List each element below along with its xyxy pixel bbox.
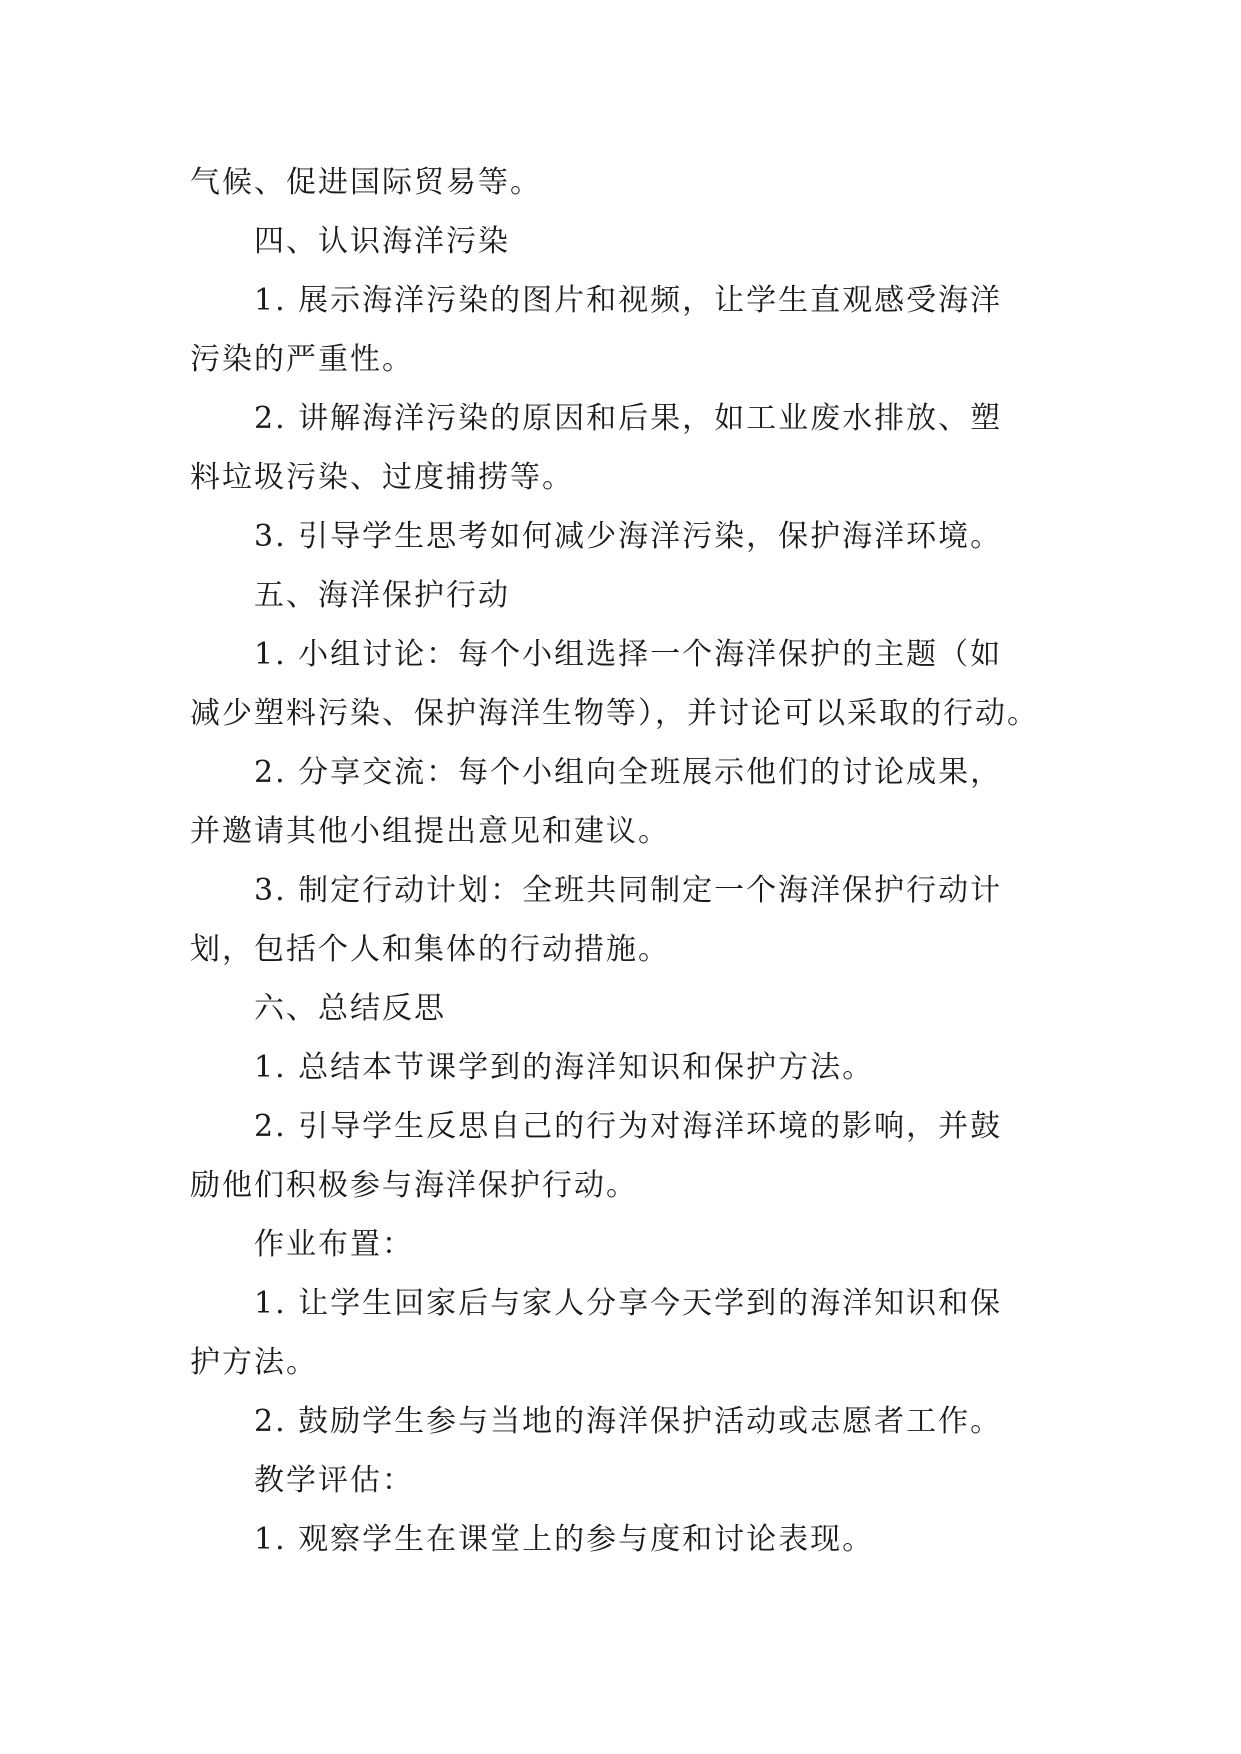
text-line: 励他们积极参与海洋保护行动。 bbox=[190, 1168, 638, 1203]
text-line: 气候、促进国际贸易等。 bbox=[190, 165, 542, 200]
document-body bbox=[190, 153, 1070, 1569]
text-line: 2. 鼓励学生参与当地的海洋保护活动或志愿者工作。 bbox=[254, 1404, 1003, 1439]
text-line: 3. 制定行动计划：全班共同制定一个海洋保护行动计 bbox=[254, 873, 1003, 908]
section-heading: 四、认识海洋污染 bbox=[254, 224, 510, 259]
section-heading: 教学评估： bbox=[254, 1463, 414, 1498]
text-line: 并邀请其他小组提出意见和建议。 bbox=[190, 814, 670, 849]
text-line: 减少塑料污染、保护海洋生物等），并讨论可以采取的行动。 bbox=[190, 696, 1039, 731]
text-line: 1. 小组讨论：每个小组选择一个海洋保护的主题（如 bbox=[254, 637, 1003, 672]
text-line: 污染的严重性。 bbox=[190, 342, 414, 377]
text-line: 护方法。 bbox=[190, 1345, 318, 1380]
text-line: 3. 引导学生思考如何减少海洋污染，保护海洋环境。 bbox=[254, 519, 1003, 554]
text-line: 料垃圾污染、过度捕捞等。 bbox=[190, 460, 574, 495]
section-heading: 作业布置： bbox=[254, 1227, 414, 1262]
text-line: 1. 总结本节课学到的海洋知识和保护方法。 bbox=[254, 1050, 875, 1085]
text-line: 1. 展示海洋污染的图片和视频，让学生直观感受海洋 bbox=[254, 283, 1003, 318]
text-line: 划，包括个人和集体的行动措施。 bbox=[190, 932, 670, 967]
section-heading: 五、海洋保护行动 bbox=[254, 578, 510, 613]
text-line: 2. 讲解海洋污染的原因和后果，如工业废水排放、塑 bbox=[254, 401, 1003, 436]
text-line: 1. 观察学生在课堂上的参与度和讨论表现。 bbox=[254, 1522, 875, 1557]
text-line: 1. 让学生回家后与家人分享今天学到的海洋知识和保 bbox=[254, 1286, 1003, 1321]
text-line: 2. 分享交流：每个小组向全班展示他们的讨论成果， bbox=[254, 755, 1003, 790]
text-line: 2. 引导学生反思自己的行为对海洋环境的影响，并鼓 bbox=[254, 1109, 1003, 1144]
section-heading: 六、总结反思 bbox=[254, 991, 446, 1026]
